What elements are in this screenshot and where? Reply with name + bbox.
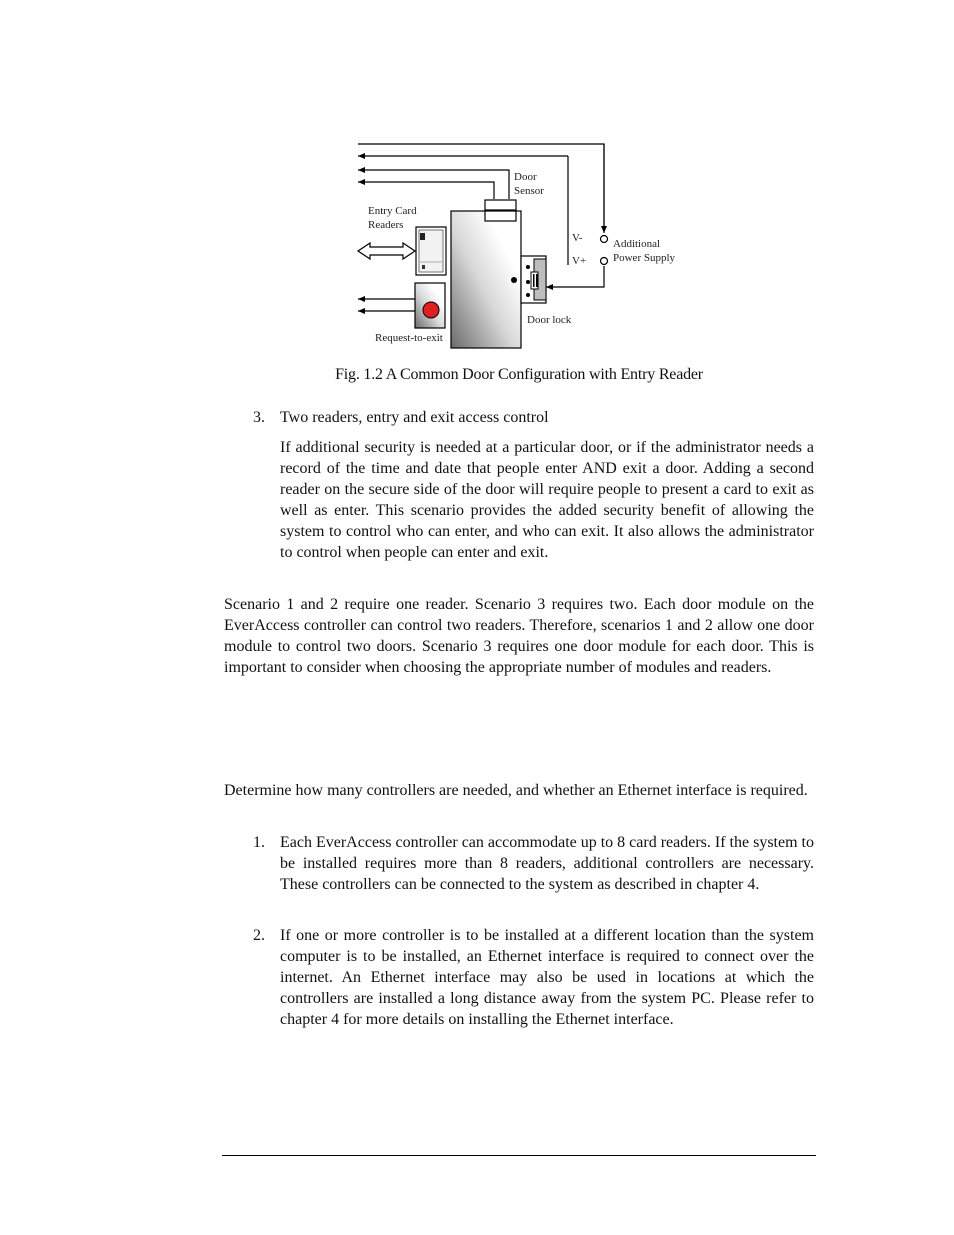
request-to-exit-label: Request-to-exit bbox=[375, 332, 443, 344]
list-item-title: Two readers, entry and exit access control bbox=[280, 409, 549, 426]
card-reader-icon bbox=[416, 227, 446, 275]
controller-dot bbox=[511, 277, 517, 283]
v-plus-label: V+ bbox=[572, 255, 587, 267]
door-lock-icon bbox=[521, 256, 546, 303]
v-minus-label: V- bbox=[572, 232, 583, 244]
reader-double-arrow bbox=[358, 243, 415, 259]
body-paragraph: Determine how many controllers are needed, and whether an Ethernet interface is required. bbox=[224, 782, 808, 799]
list-item-body: If one or more controller is to be installed at a different location than the system computer is to be installed, an Ethernet interface is required to connect over the internet. An Ethernet interface may also be used in locations at which the controllers are installed a long distance away from the system PC. Please refer to chapter 4 for more details on installing the Ethernet interface. bbox=[280, 927, 814, 1028]
door-configuration-diagram bbox=[0, 0, 954, 400]
list-item-number: 1. bbox=[253, 834, 265, 851]
power-supply-label: Power Supply bbox=[613, 252, 676, 264]
footer-rule bbox=[222, 1155, 816, 1156]
entry-card-readers-label: Readers bbox=[368, 219, 404, 231]
door-sensor-label: Door bbox=[514, 171, 537, 183]
door-sensor-label: Sensor bbox=[514, 185, 544, 197]
power-supply-label: Additional bbox=[613, 238, 661, 250]
controller-box bbox=[451, 211, 521, 348]
entry-card-readers-label: Entry Card bbox=[368, 205, 417, 217]
list-item-body: If additional security is needed at a particular door, or if the administrator needs a record of the time and date that people enter AND exit a door. Adding a second reader on the secure side of the door will require people to present a card to exit as well as enter. This scenario provides the added security benefit of allowing the system to control who can enter, and who can exit. It also allows the administrator to control when people can enter and exit. bbox=[280, 439, 814, 561]
figure-caption: Fig. 1.2 A Common Door Configuration with Entry Reader bbox=[335, 366, 703, 383]
list-item-body: Each EverAccess controller can accommodate up to 8 card readers. If the system to be installed requires more than 8 readers, additional controllers are necessary. These controllers can be connected to the system as described in chapter 4. bbox=[280, 834, 814, 893]
list-item-number: 3. bbox=[253, 409, 265, 426]
door-sensor-icon bbox=[485, 200, 516, 221]
door-lock-label: Door lock bbox=[527, 314, 572, 326]
power-terminals bbox=[601, 236, 608, 265]
body-paragraph: Scenario 1 and 2 require one reader. Scenario 3 requires two. Each door module on the EverAccess controller can control two readers. Therefore, scenarios 1 and 2 allow one door module to control two doors. Scenario 3 requires one door module for each door. This is important to consider when choosing the appropriate number of modules and readers. bbox=[224, 596, 814, 676]
list-item-number: 2. bbox=[253, 927, 265, 944]
exit-button-icon bbox=[415, 283, 445, 328]
